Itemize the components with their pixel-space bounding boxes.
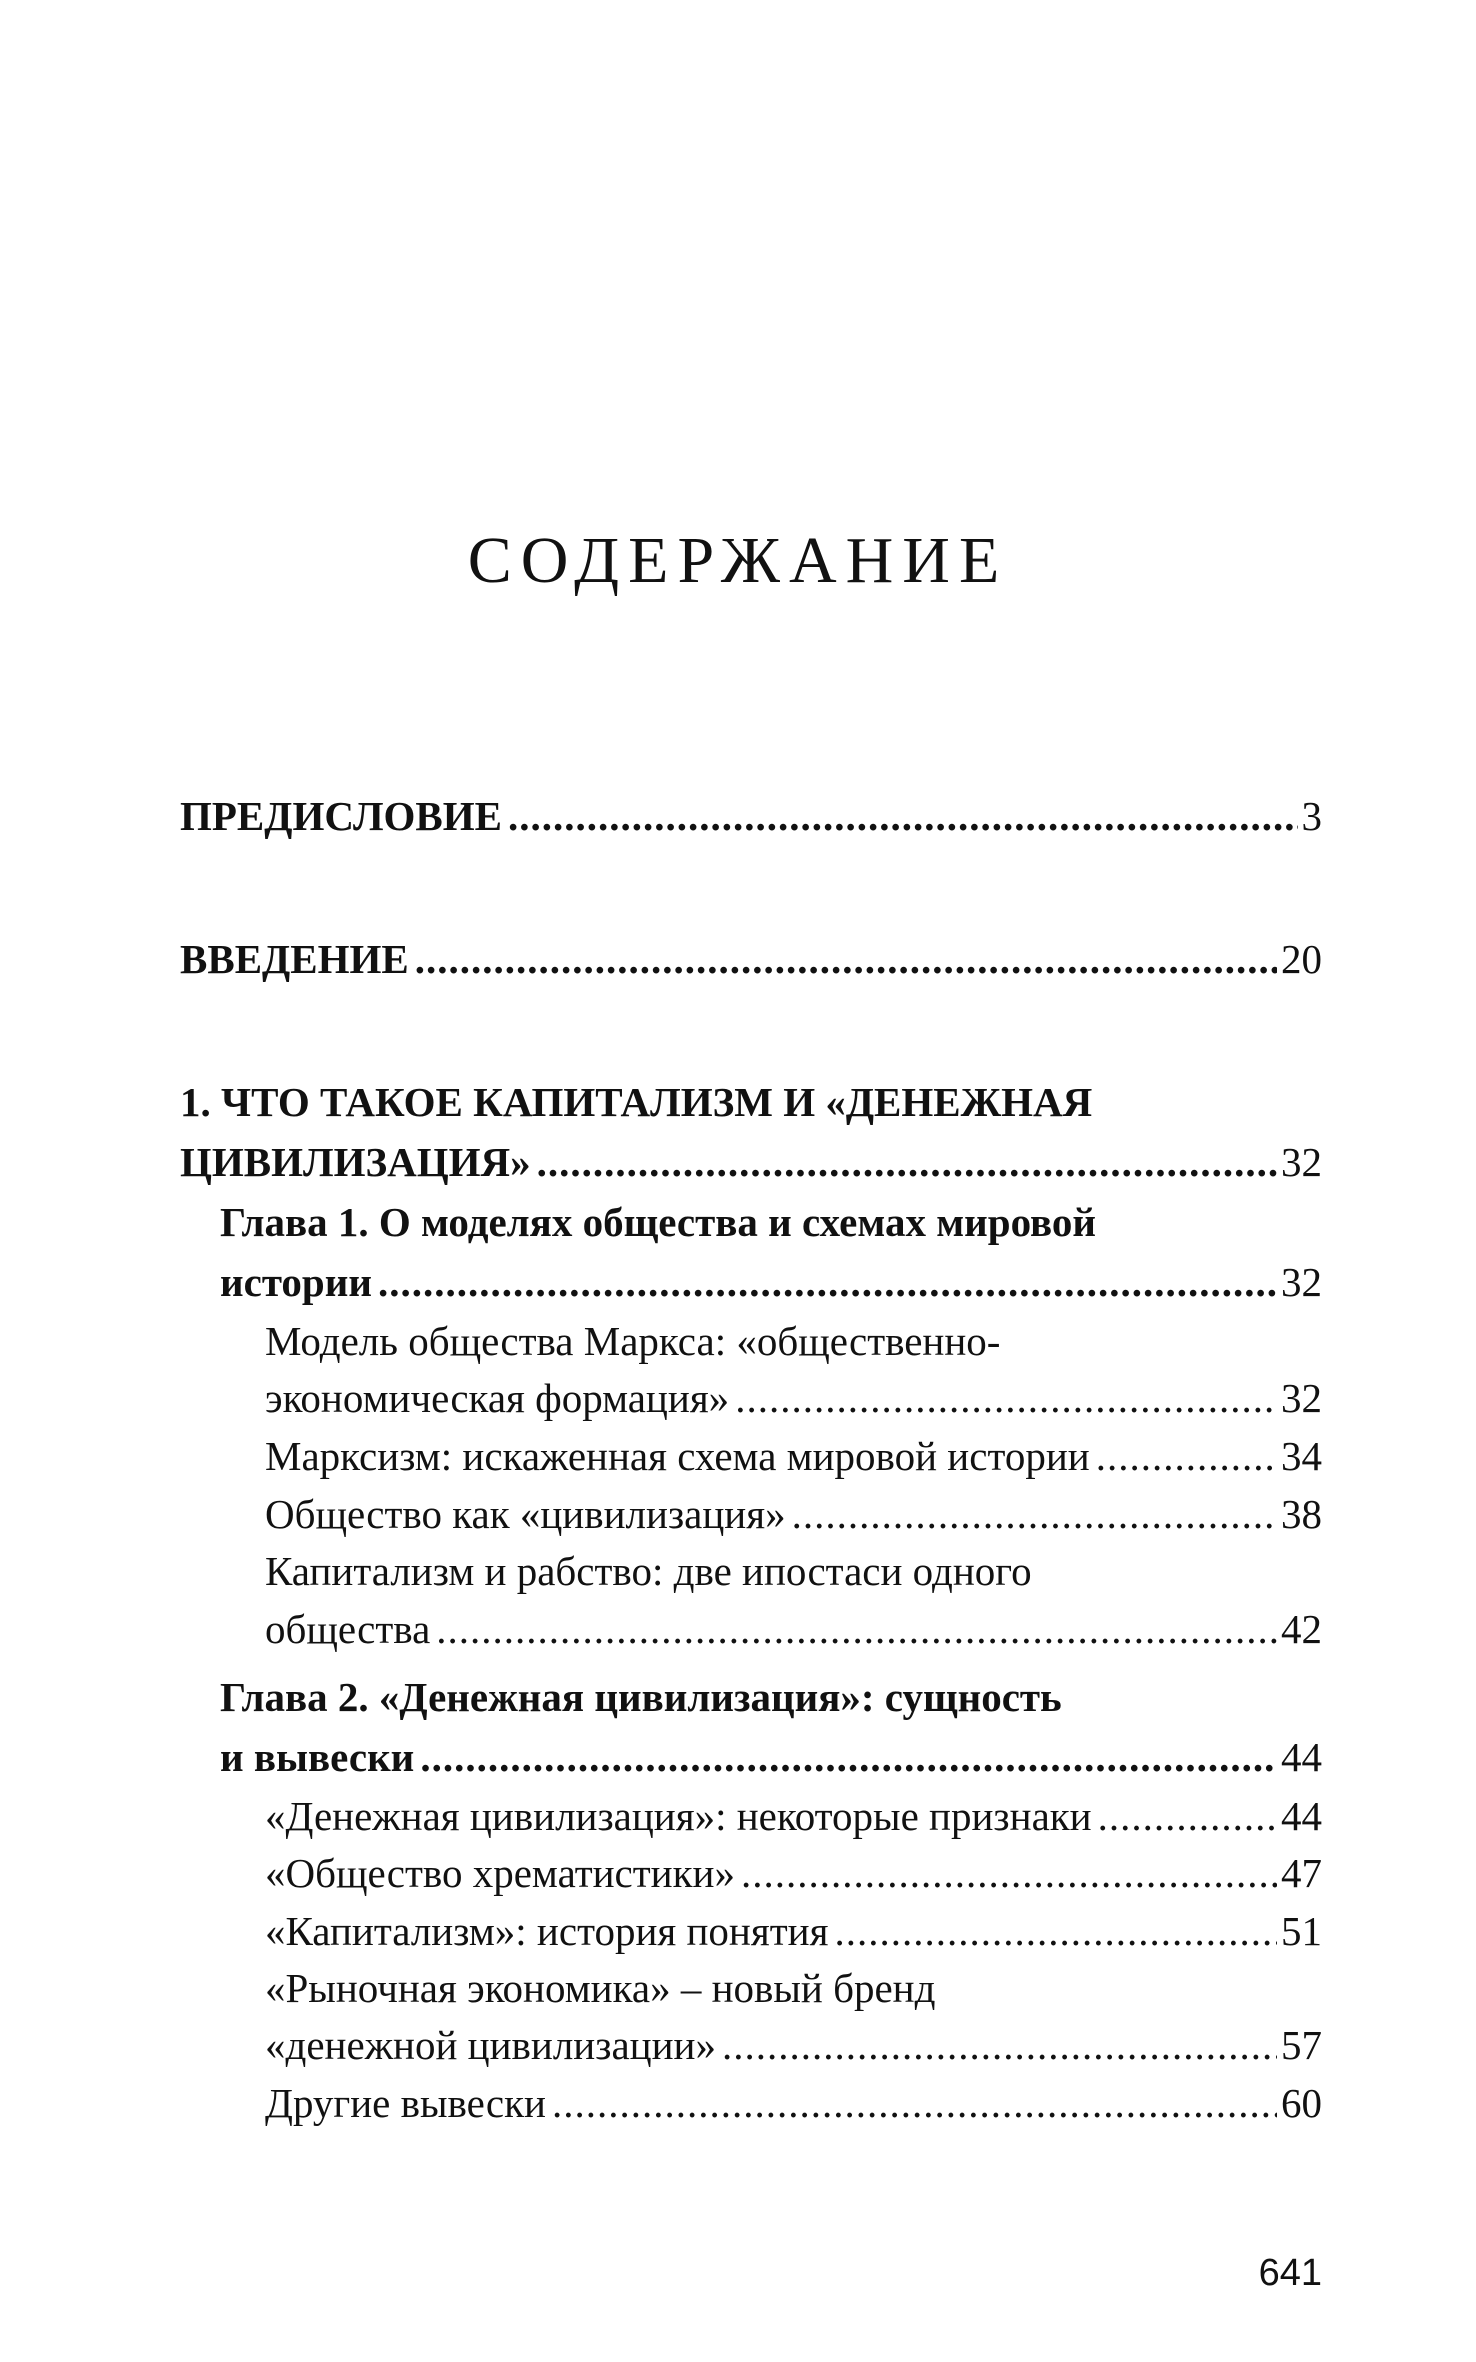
toc-entry-title: Марксизм: искаженная схема мировой истории bbox=[265, 1433, 1090, 1479]
toc-entry-chapter1-line1[interactable] bbox=[220, 1199, 1322, 1245]
toc-entry-section-capitalism-slavery-line1[interactable] bbox=[265, 1548, 1322, 1594]
toc-leader-dots bbox=[436, 1609, 1277, 1650]
toc-entry-section-market-economy-line1[interactable] bbox=[265, 1965, 1322, 2011]
toc-entry-section-capitalism-history[interactable] bbox=[265, 1908, 1322, 1954]
toc-leader-dots bbox=[792, 1494, 1277, 1535]
toc-entry-preface[interactable] bbox=[180, 793, 1322, 839]
toc-leader-dots bbox=[741, 1853, 1277, 1894]
toc-page-number: 38 bbox=[1281, 1491, 1322, 1537]
toc-entry-part1-line2[interactable] bbox=[180, 1139, 1322, 1185]
toc-entry-title: ВВЕДЕНИЕ bbox=[180, 936, 409, 982]
toc-entry-title-continued: общества bbox=[265, 1606, 431, 1652]
toc-page-number: 47 bbox=[1281, 1850, 1322, 1896]
toc-entry-chapter1-line2[interactable] bbox=[220, 1259, 1322, 1305]
toc-entry-section-marx-model-line1[interactable] bbox=[265, 1318, 1322, 1364]
toc-page-number: 32 bbox=[1281, 1375, 1322, 1421]
toc-entry-title-continued: экономическая формация» bbox=[265, 1375, 730, 1421]
toc-entry-title: Модель общества Маркса: «общественно- bbox=[265, 1318, 1001, 1364]
toc-entry-section-market-economy-line2[interactable] bbox=[265, 2022, 1322, 2068]
toc-entry-title: Общество как «цивилизация» bbox=[265, 1491, 786, 1537]
toc-leader-dots bbox=[415, 939, 1277, 980]
toc-leader-dots bbox=[1096, 1436, 1277, 1477]
toc-page-number: 20 bbox=[1281, 936, 1322, 982]
toc-page-number: 57 bbox=[1281, 2022, 1322, 2068]
toc-entry-section-chrematistics[interactable] bbox=[265, 1850, 1322, 1896]
toc-entry-section-capitalism-slavery-line2[interactable] bbox=[265, 1606, 1322, 1652]
toc-entry-section-other-signs[interactable] bbox=[265, 2080, 1322, 2126]
toc-entry-title: ПРЕДИСЛОВИЕ bbox=[180, 793, 502, 839]
toc-entry-introduction[interactable] bbox=[180, 936, 1322, 982]
toc-leader-dots bbox=[735, 1378, 1277, 1419]
toc-leader-dots bbox=[1098, 1796, 1277, 1837]
toc-entry-title-continued: и вывески bbox=[220, 1734, 415, 1780]
toc-page-number: 34 bbox=[1281, 1433, 1322, 1479]
toc-leader-dots bbox=[722, 2025, 1277, 2066]
toc-leader-dots bbox=[508, 796, 1298, 837]
toc-page-number: 44 bbox=[1281, 1734, 1322, 1780]
toc-page-number: 32 bbox=[1281, 1259, 1322, 1305]
toc-entry-title: «Денежная цивилизация»: некоторые признаки bbox=[265, 1793, 1092, 1839]
toc-leader-dots bbox=[420, 1737, 1277, 1778]
toc-leader-dots bbox=[552, 2083, 1277, 2124]
toc-entry-section-society-civilization[interactable] bbox=[265, 1491, 1322, 1537]
toc-page-number: 51 bbox=[1281, 1908, 1322, 1954]
toc-leader-dots bbox=[834, 1911, 1277, 1952]
toc-leader-dots bbox=[537, 1142, 1277, 1183]
toc-entry-title: Глава 2. «Денежная цивилизация»: сущность bbox=[220, 1674, 1062, 1720]
toc-leader-dots bbox=[378, 1262, 1277, 1303]
toc-entry-title: «Рыночная экономика» – новый бренд bbox=[265, 1965, 936, 2011]
toc-entry-chapter2-line1[interactable] bbox=[220, 1674, 1322, 1720]
toc-entry-section-money-civ-features[interactable] bbox=[265, 1793, 1322, 1839]
page-number-folio: 641 bbox=[1258, 2252, 1322, 2294]
toc-entry-section-marxism[interactable] bbox=[265, 1433, 1322, 1479]
toc-entry-title: Другие вывески bbox=[265, 2080, 546, 2126]
toc-entry-title: «Капитализм»: история понятия bbox=[265, 1908, 829, 1954]
toc-entry-title: Глава 1. О моделях общества и схемах мировой bbox=[220, 1199, 1097, 1245]
toc-page-number: 60 bbox=[1281, 2080, 1322, 2126]
toc-page-number: 42 bbox=[1281, 1606, 1322, 1652]
toc-page-number: 32 bbox=[1281, 1139, 1322, 1185]
toc-entry-chapter2-line2[interactable] bbox=[220, 1734, 1322, 1780]
toc-entry-title: «Общество хрематистики» bbox=[265, 1850, 735, 1896]
toc-entry-title: Капитализм и рабство: две ипостаси одного bbox=[265, 1548, 1032, 1594]
toc-entry-title-continued: «денежной цивилизации» bbox=[265, 2022, 716, 2068]
toc-entry-title-continued: ЦИВИЛИЗАЦИЯ» bbox=[180, 1139, 531, 1185]
toc-entry-title: 1. ЧТО ТАКОЕ КАПИТАЛИЗМ И «ДЕНЕЖНАЯ bbox=[180, 1079, 1093, 1125]
toc-entry-section-marx-model-line2[interactable] bbox=[265, 1375, 1322, 1421]
toc-page-number: 44 bbox=[1281, 1793, 1322, 1839]
toc-entry-part1-line1[interactable] bbox=[180, 1079, 1322, 1125]
page-title: СОДЕРЖАНИЕ bbox=[467, 524, 1009, 597]
toc-page-number: 3 bbox=[1301, 793, 1322, 839]
toc-entry-title-continued: истории bbox=[220, 1259, 372, 1305]
